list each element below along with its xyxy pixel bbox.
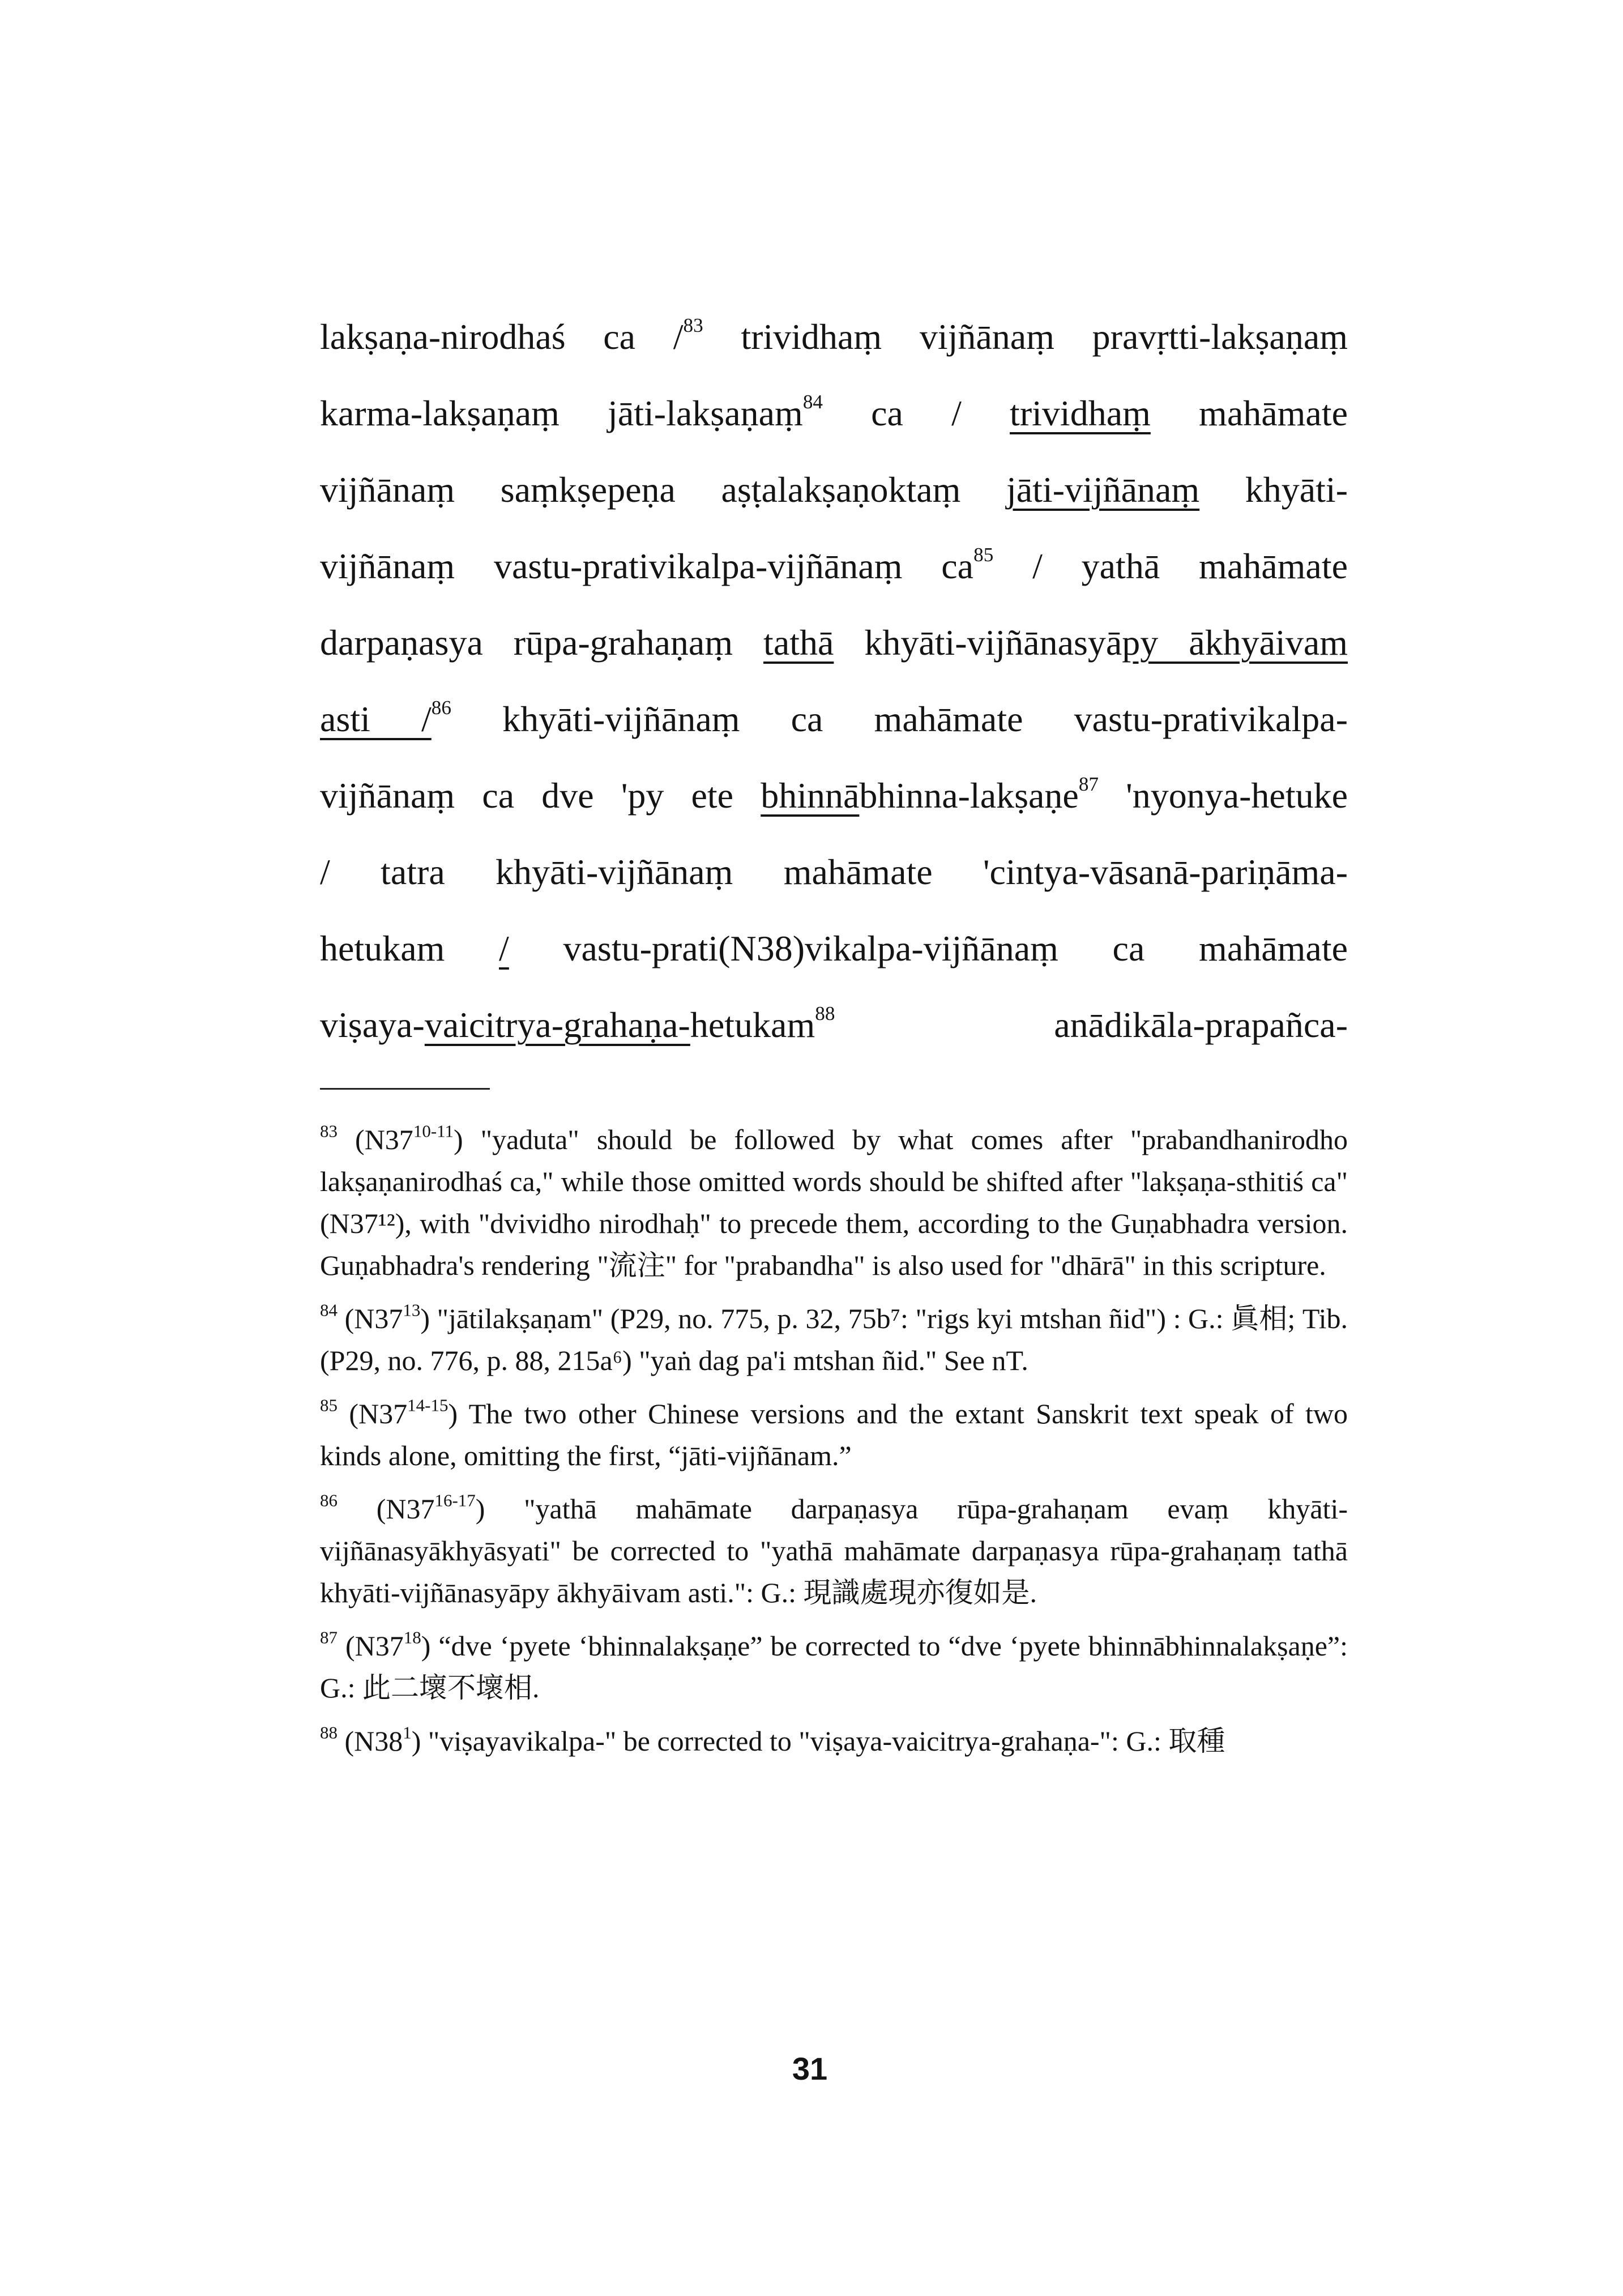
underlined-text: tathā — [763, 622, 834, 663]
footnotes — [320, 1119, 1348, 1773]
footnote-ref-83[interactable]: 83 — [683, 314, 703, 337]
text-line-6: asti /$^{86}$ khyāti-vijñānaṃ ca mahāmate vastu-prativikalpa- — [320, 697, 1348, 739]
footnote-85: $^{85}$ (N37$^{14-15}$) The two other Chinese versions and the extant Sanskrit text speak of two kinds alone, omitting the first, “jāti-vijñānam.” — [320, 1395, 1348, 1471]
text-line-5: darpaṇasya rūpa-grahaṇaṃ tathā khyāti-vijñānasyāpy ākhyāivam — [320, 622, 1348, 663]
text-line-8: / tatra khyāti-vijñānaṃ mahāmate 'cintya-vāsanā-pariṇāma- — [320, 852, 1348, 892]
underlined-text: asti / — [320, 699, 432, 739]
text-line-9: hetukam / vastu-prati(N38)vikalpa-vijñānaṃ ca mahāmate — [320, 928, 1348, 968]
footnote-ref-84[interactable]: 84 — [802, 391, 823, 413]
text-line-1: lakṣaṇa-nirodhaś ca /$^{83}$ trividhaṃ vijñānaṃ pravṛtti-lakṣaṇaṃ — [320, 314, 1348, 357]
footnote-ref-86[interactable]: 86 — [431, 697, 451, 719]
footnote-84: $^{84}$ $(N37^{13})$ "jātilakṣaṇam" (P29, no. 775, p. 32, 75b⁷: "rigs kyi mtshan ñid") : G.: 眞相; Tib. (P29, no. 776, p. 88, 215a⁶) "yaṅ dag pa'i mtshan ñid." See nT. — [320, 1300, 1348, 1376]
main-text — [320, 309, 1348, 1073]
underlined-text: trividhaṃ — [1010, 393, 1151, 433]
footnote-86: $^{86}$ (N37$^{16-17}$) "yathā mahāmate darpaṇasya rūpa-grahaṇam evaṃ khyāti-vijñānasyākhyāsyati" be corrected to "yathā mahāmate darpaṇasya rūpa-grahaṇaṃ tathā khyāti-vijñānasyāpy ākhyāivam asti.": G.: 現識處現亦復如是. — [320, 1490, 1348, 1608]
page-number: 31 — [792, 2051, 828, 2086]
underlined-text: / — [499, 928, 509, 968]
footnote-separator — [320, 1088, 490, 1090]
underlined-text: py ākhyāivam — [1122, 622, 1348, 663]
underlined-text: jāti-vijñānaṃ — [1006, 470, 1200, 510]
text-line-7: vijñānaṃ ca dve 'py ete bhinnābhinna-lakṣaṇe$^{87}$ 'nyonya-hetuke — [320, 773, 1348, 816]
text-line-3: vijñānaṃ saṃkṣepeṇa aṣṭalakṣaṇoktaṃ jāti-vijñānaṃ khyāti- — [320, 470, 1348, 510]
text-line-4: vijñānaṃ vastu-prativikalpa-vijñānaṃ $ca^{85}$ / yathā mahāmate — [320, 544, 1348, 586]
footnote-83: $^{83}$ (N37$^{10-11}$) "yaduta" should be followed by what comes after "prabandhanirodho lakṣaṇanirodhaś ca," while those omitted words should be shifted after "lakṣaṇa-sthitiś ca" (N37¹²), with "dvividho nirodhaḥ" to precede them, according to the Guṇabhadra version. Guṇabhadra's rendering "流注" for "prabandha" is also used for "dhārā" in this scripture. — [320, 1121, 1348, 1281]
text-line-10: viṣaya-vaicitrya-grahaṇa-hetukam$^{88}$ anādikāla-prapañca- — [320, 1002, 1348, 1045]
footnote-ref-87[interactable]: 87 — [1078, 773, 1099, 796]
underlined-text: bhinnā — [761, 775, 860, 816]
underlined-text: vaicitrya-grahaṇa- — [424, 1005, 690, 1045]
footnote-ref-88[interactable]: 88 — [815, 1002, 835, 1025]
footnote-ref-85[interactable]: 85 — [973, 544, 994, 566]
text-line-2: karma-lakṣaṇaṃ jāti-lakṣaṇaṃ$^{84}$ ca / trividhaṃ mahāmate — [320, 391, 1348, 433]
footnote-88: $^{88}$ $(N38^1)$ "viṣayavikalpa-" be corrected to "viṣaya-vaicitrya-grahaṇa-": G.: 取種 — [320, 1722, 1225, 1757]
footnote-87: $^{87}$ $(N37^{18})$ “dve ‘pyete ‘bhinnalakṣaṇe” be corrected to “dve ‘pyete bhinnābhinnalakṣaṇe”: G.: 此二壞不壞相. — [320, 1627, 1348, 1704]
